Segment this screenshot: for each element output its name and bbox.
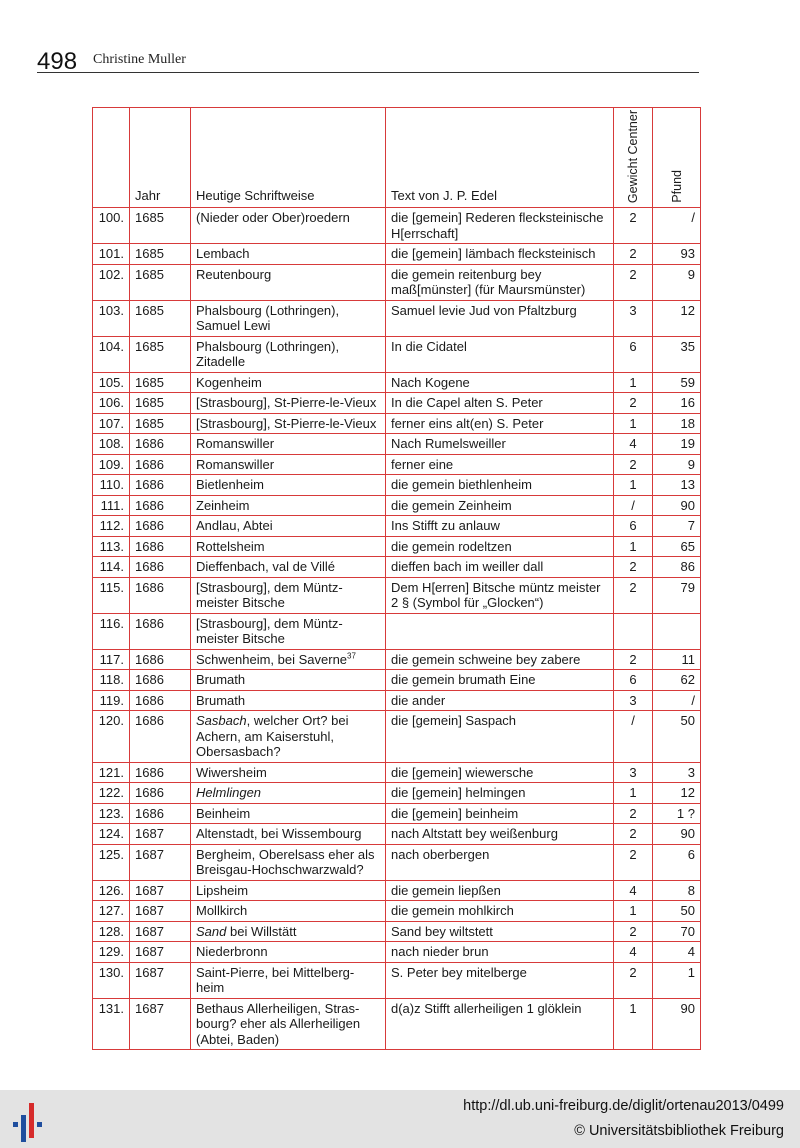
row-schriftweise <box>191 454 386 475</box>
row-centner: 2 <box>614 577 653 613</box>
row-text-edel: die gemein Zeinheim <box>386 495 614 516</box>
row-pfund: 62 <box>653 670 701 691</box>
row-number: 117. <box>93 649 130 670</box>
row-number: 108. <box>93 434 130 455</box>
table-row <box>93 577 701 613</box>
row-place: Bergheim, Oberelsass eher als Breisgau-Hochschwarzwald? <box>196 846 375 878</box>
row-place: Bethaus Allerheiligen, Stras-bourg? eher als Allerheiligen (Abtei, Baden) <box>196 1000 361 1047</box>
header-pfund <box>653 108 701 208</box>
row-text-edel: Ins Stifft zu anlauw <box>386 516 614 537</box>
row-schriftweise <box>191 577 386 613</box>
row-pfund: 16 <box>653 393 701 414</box>
row-number: 110. <box>93 475 130 496</box>
row-schriftweise <box>191 372 386 393</box>
row-number: 118. <box>93 670 130 691</box>
row-text-edel: d(a)z Stifft allerheiligen 1 glöklein <box>386 998 614 1050</box>
header-pfund-label: Pfund <box>669 170 684 204</box>
row-pfund: 86 <box>653 557 701 578</box>
row-place: Brumath <box>196 692 246 708</box>
row-pfund: 9 <box>653 454 701 475</box>
row-number: 102. <box>93 264 130 300</box>
row-centner: 3 <box>614 690 653 711</box>
row-place: Wiwersheim <box>196 764 267 780</box>
row-text-edel: die gemein liepßen <box>386 880 614 901</box>
row-jahr: 1686 <box>130 762 191 783</box>
table-row <box>93 393 701 414</box>
row-place: Saint-Pierre, bei Mittelberg-heim <box>196 964 355 996</box>
header-text-edel: Text von J. P. Edel <box>386 108 614 208</box>
row-pfund: 19 <box>653 434 701 455</box>
row-centner: / <box>614 495 653 516</box>
row-schriftweise <box>191 901 386 922</box>
row-text-edel: die [gemein] lämbach flecksteinisch <box>386 244 614 265</box>
row-centner: / <box>614 711 653 763</box>
ub-freiburg-logo-icon <box>10 1100 50 1142</box>
table-row <box>93 880 701 901</box>
row-pfund: 3 <box>653 762 701 783</box>
row-place: Phalsbourg (Lothringen), Samuel Lewi <box>196 302 340 334</box>
row-text-edel: die [gemein] Rederen flecksteinische H[errschaft] <box>386 208 614 244</box>
row-number: 116. <box>93 613 130 649</box>
header-gewicht-centner <box>614 108 653 208</box>
table-row <box>93 901 701 922</box>
row-centner: 6 <box>614 516 653 537</box>
row-number: 101. <box>93 244 130 265</box>
row-jahr: 1686 <box>130 577 191 613</box>
header-schriftweise: Heutige Schriftweise <box>191 108 386 208</box>
row-pfund: 12 <box>653 300 701 336</box>
row-schriftweise <box>191 516 386 537</box>
row-schriftweise <box>191 495 386 516</box>
table-row <box>93 413 701 434</box>
row-number: 115. <box>93 577 130 613</box>
row-text-edel: ferner eine <box>386 454 614 475</box>
row-centner: 1 <box>614 536 653 557</box>
row-schriftweise <box>191 690 386 711</box>
row-text-edel: die gemein biethlenheim <box>386 475 614 496</box>
table-row <box>93 803 701 824</box>
row-schriftweise <box>191 336 386 372</box>
row-pfund: 70 <box>653 921 701 942</box>
row-pfund: 12 <box>653 783 701 804</box>
row-pfund: 7 <box>653 516 701 537</box>
table-row <box>93 536 701 557</box>
row-number: 103. <box>93 300 130 336</box>
row-jahr: 1686 <box>130 803 191 824</box>
row-number: 104. <box>93 336 130 372</box>
row-jahr: 1686 <box>130 783 191 804</box>
footer-bar <box>0 1090 800 1148</box>
row-jahr: 1686 <box>130 536 191 557</box>
row-jahr: 1685 <box>130 372 191 393</box>
row-number: 100. <box>93 208 130 244</box>
row-number: 125. <box>93 844 130 880</box>
row-schriftweise <box>191 208 386 244</box>
row-jahr: 1687 <box>130 962 191 998</box>
row-pfund: 4 <box>653 942 701 963</box>
row-centner: 6 <box>614 670 653 691</box>
row-pfund <box>653 613 701 649</box>
row-centner: 3 <box>614 300 653 336</box>
row-centner: 3 <box>614 762 653 783</box>
row-schriftweise <box>191 434 386 455</box>
row-text-edel: S. Peter bey mitelberge <box>386 962 614 998</box>
row-schriftweise <box>191 998 386 1050</box>
row-jahr: 1685 <box>130 244 191 265</box>
row-centner: 2 <box>614 454 653 475</box>
row-number: 127. <box>93 901 130 922</box>
row-text-edel: die [gemein] wiewersche <box>386 762 614 783</box>
table-row <box>93 921 701 942</box>
row-pfund: 6 <box>653 844 701 880</box>
row-schriftweise <box>191 762 386 783</box>
row-pfund: 18 <box>653 413 701 434</box>
row-place: (Nieder oder Ober)roedern <box>196 210 350 226</box>
row-centner: 2 <box>614 208 653 244</box>
table-row <box>93 264 701 300</box>
row-place: [Strasbourg], dem Müntz-meister Bitsche <box>196 615 343 647</box>
table-row <box>93 670 701 691</box>
row-number: 129. <box>93 942 130 963</box>
row-place: Brumath <box>196 672 246 688</box>
row-text-edel: die ander <box>386 690 614 711</box>
row-text-edel: In die Capel alten S. Peter <box>386 393 614 414</box>
row-text-edel <box>386 613 614 649</box>
row-pfund: 9 <box>653 264 701 300</box>
table-row <box>93 690 701 711</box>
row-schriftweise <box>191 803 386 824</box>
row-centner: 2 <box>614 803 653 824</box>
row-jahr: 1687 <box>130 901 191 922</box>
row-text-edel: die gemein rodeltzen <box>386 536 614 557</box>
row-schriftweise <box>191 824 386 845</box>
row-number: 126. <box>93 880 130 901</box>
table-row <box>93 998 701 1050</box>
row-pfund: 79 <box>653 577 701 613</box>
row-schriftweise <box>191 670 386 691</box>
row-jahr: 1687 <box>130 942 191 963</box>
page-number: 498 <box>37 48 78 75</box>
row-pfund: 90 <box>653 998 701 1050</box>
row-centner: 2 <box>614 393 653 414</box>
row-number: 123. <box>93 803 130 824</box>
table-row <box>93 942 701 963</box>
row-place: Lembach <box>196 246 250 262</box>
row-pfund: 1 ? <box>653 803 701 824</box>
row-number: 114. <box>93 557 130 578</box>
row-place: Kogenheim <box>196 374 262 390</box>
row-jahr: 1686 <box>130 516 191 537</box>
row-jahr: 1686 <box>130 711 191 763</box>
row-schriftweise <box>191 536 386 557</box>
row-pfund: 1 <box>653 962 701 998</box>
table-row <box>93 613 701 649</box>
row-centner: 2 <box>614 921 653 942</box>
row-jahr: 1686 <box>130 434 191 455</box>
row-centner: 2 <box>614 264 653 300</box>
row-centner: 2 <box>614 844 653 880</box>
row-text-edel: die gemein mohlkirch <box>386 901 614 922</box>
row-text-edel: die gemein schweine bey zabere <box>386 649 614 670</box>
row-centner: 2 <box>614 649 653 670</box>
page-header <box>37 48 699 73</box>
table-row <box>93 434 701 455</box>
row-schriftweise <box>191 649 386 670</box>
row-place: Schwenheim, bei Saverne <box>196 651 348 667</box>
row-place: [Strasbourg], dem Müntz-meister Bitsche <box>196 579 343 611</box>
row-jahr: 1687 <box>130 824 191 845</box>
table-row <box>93 711 701 763</box>
row-pfund: 35 <box>653 336 701 372</box>
row-pfund: 11 <box>653 649 701 670</box>
row-text-edel: ferner eins alt(en) S. Peter <box>386 413 614 434</box>
copyright-text: © Universitätsbibliothek Freiburg <box>574 1123 784 1139</box>
row-place: Dieffenbach, val de Villé <box>196 559 336 575</box>
row-centner: 2 <box>614 557 653 578</box>
table-row <box>93 475 701 496</box>
row-text-edel: nach oberbergen <box>386 844 614 880</box>
row-place: [Strasbourg], St-Pierre-le-Vieux <box>196 415 377 431</box>
row-schriftweise <box>191 711 386 763</box>
table-row <box>93 762 701 783</box>
table-row <box>93 372 701 393</box>
row-pfund: 90 <box>653 495 701 516</box>
row-pfund: 50 <box>653 711 701 763</box>
row-place: Niederbronn <box>196 944 268 960</box>
row-number: 122. <box>93 783 130 804</box>
row-text-edel: die [gemein] beinheim <box>386 803 614 824</box>
row-place: Phalsbourg (Lothringen), Zitadelle <box>196 338 340 370</box>
row-place: Altenstadt, bei Wissembourg <box>196 826 362 842</box>
table-row <box>93 244 701 265</box>
row-centner: 1 <box>614 372 653 393</box>
table-row <box>93 495 701 516</box>
row-place: Zeinheim <box>196 497 250 513</box>
row-schriftweise <box>191 613 386 649</box>
row-text-edel: die [gemein] Saspach <box>386 711 614 763</box>
table-row <box>93 557 701 578</box>
row-schriftweise <box>191 962 386 998</box>
table-header-row <box>93 108 701 208</box>
row-text-edel: nach nieder brun <box>386 942 614 963</box>
table-row <box>93 336 701 372</box>
footnote-ref: 37 <box>347 651 356 661</box>
row-schriftweise <box>191 475 386 496</box>
source-url-link[interactable]: http://dl.ub.uni-freiburg.de/diglit/ortenau2013/0499 <box>463 1098 784 1114</box>
row-number: 128. <box>93 921 130 942</box>
row-schriftweise <box>191 880 386 901</box>
row-text-edel: dieffen bach im weiller dall <box>386 557 614 578</box>
row-place: Mollkirch <box>196 903 248 919</box>
row-schriftweise <box>191 557 386 578</box>
row-number: 111. <box>93 495 130 516</box>
row-schriftweise <box>191 300 386 336</box>
table-row <box>93 516 701 537</box>
row-schriftweise <box>191 244 386 265</box>
row-centner: 4 <box>614 880 653 901</box>
row-schriftweise <box>191 844 386 880</box>
row-text-edel: die [gemein] helmingen <box>386 783 614 804</box>
row-pfund: / <box>653 208 701 244</box>
row-text-edel: die gemein reitenburg bey maß[münster] (für Maursmünster) <box>386 264 614 300</box>
row-pfund: 90 <box>653 824 701 845</box>
row-schriftweise <box>191 264 386 300</box>
row-place: Bietlenheim <box>196 477 264 493</box>
row-place: [Strasbourg], St-Pierre-le-Vieux <box>196 395 377 411</box>
row-number: 106. <box>93 393 130 414</box>
row-number: 131. <box>93 998 130 1050</box>
row-place: Romanswiller <box>196 456 275 472</box>
row-jahr: 1685 <box>130 336 191 372</box>
row-place: Andlau, Abtei <box>196 518 273 534</box>
row-number: 105. <box>93 372 130 393</box>
row-jahr: 1685 <box>130 208 191 244</box>
bell-table <box>92 107 701 1050</box>
row-centner: 1 <box>614 998 653 1050</box>
row-jahr: 1686 <box>130 495 191 516</box>
row-jahr: 1686 <box>130 454 191 475</box>
row-place: bei Willstätt <box>226 923 297 939</box>
row-number: 107. <box>93 413 130 434</box>
row-number: 124. <box>93 824 130 845</box>
row-pfund: 13 <box>653 475 701 496</box>
row-jahr: 1685 <box>130 413 191 434</box>
row-place-italic: Helmlingen <box>196 785 262 801</box>
row-text-edel: Samuel levie Jud von Pfaltzburg <box>386 300 614 336</box>
row-place: Beinheim <box>196 805 251 821</box>
row-place-italic: Sasbach <box>196 713 247 729</box>
row-jahr: 1686 <box>130 690 191 711</box>
row-schriftweise <box>191 942 386 963</box>
row-pfund: 50 <box>653 901 701 922</box>
row-centner: 1 <box>614 413 653 434</box>
row-number: 120. <box>93 711 130 763</box>
row-jahr: 1687 <box>130 844 191 880</box>
row-number: 121. <box>93 762 130 783</box>
row-jahr: 1686 <box>130 475 191 496</box>
row-jahr: 1685 <box>130 264 191 300</box>
header-jahr: Jahr <box>130 108 191 208</box>
row-text-edel: Dem H[erren] Bitsche müntz meister 2 § (Symbol für „Glocken“) <box>386 577 614 613</box>
row-number: 130. <box>93 962 130 998</box>
table-row <box>93 454 701 475</box>
row-pfund: 59 <box>653 372 701 393</box>
row-text-edel: Nach Kogene <box>386 372 614 393</box>
row-jahr: 1686 <box>130 649 191 670</box>
row-centner: 2 <box>614 962 653 998</box>
row-pfund: 8 <box>653 880 701 901</box>
row-centner: 1 <box>614 783 653 804</box>
row-jahr: 1685 <box>130 300 191 336</box>
row-schriftweise <box>191 921 386 942</box>
header-gewicht-label: Gewicht Centner <box>626 110 640 204</box>
table-row <box>93 208 701 244</box>
row-centner <box>614 613 653 649</box>
row-jahr: 1686 <box>130 613 191 649</box>
row-pfund: / <box>653 690 701 711</box>
table-row <box>93 783 701 804</box>
row-jahr: 1686 <box>130 557 191 578</box>
row-text-edel: die gemein brumath Eine <box>386 670 614 691</box>
row-centner: 4 <box>614 942 653 963</box>
row-text-edel: In die Cidatel <box>386 336 614 372</box>
row-place: , welcher Ort? bei Achern, am Kaiserstuhl, Obersasbach? <box>196 713 349 760</box>
table-row <box>93 844 701 880</box>
row-jahr: 1687 <box>130 921 191 942</box>
row-number: 113. <box>93 536 130 557</box>
table-row <box>93 962 701 998</box>
row-number: 109. <box>93 454 130 475</box>
row-place: Reutenbourg <box>196 266 272 282</box>
running-head-author: Christine Muller <box>93 52 186 67</box>
row-pfund: 93 <box>653 244 701 265</box>
table-row <box>93 649 701 670</box>
row-jahr: 1687 <box>130 880 191 901</box>
row-jahr: 1687 <box>130 998 191 1050</box>
row-centner: 2 <box>614 824 653 845</box>
row-schriftweise <box>191 393 386 414</box>
row-jahr: 1685 <box>130 393 191 414</box>
row-jahr: 1686 <box>130 670 191 691</box>
row-place-italic: Sand <box>196 923 227 939</box>
row-centner: 6 <box>614 336 653 372</box>
row-text-edel: nach Altstatt bey weißenburg <box>386 824 614 845</box>
table-row <box>93 824 701 845</box>
row-place: Romanswiller <box>196 436 275 452</box>
row-text-edel: Sand bey wiltstett <box>386 921 614 942</box>
row-schriftweise <box>191 413 386 434</box>
header-nr <box>93 108 130 208</box>
table-row <box>93 300 701 336</box>
row-centner: 4 <box>614 434 653 455</box>
row-number: 119. <box>93 690 130 711</box>
row-centner: 1 <box>614 901 653 922</box>
row-schriftweise <box>191 783 386 804</box>
row-text-edel: Nach Rumelsweiller <box>386 434 614 455</box>
row-number: 112. <box>93 516 130 537</box>
row-centner: 1 <box>614 475 653 496</box>
row-place: Lipsheim <box>196 882 249 898</box>
row-centner: 2 <box>614 244 653 265</box>
row-pfund: 65 <box>653 536 701 557</box>
row-place: Rottelsheim <box>196 538 265 554</box>
